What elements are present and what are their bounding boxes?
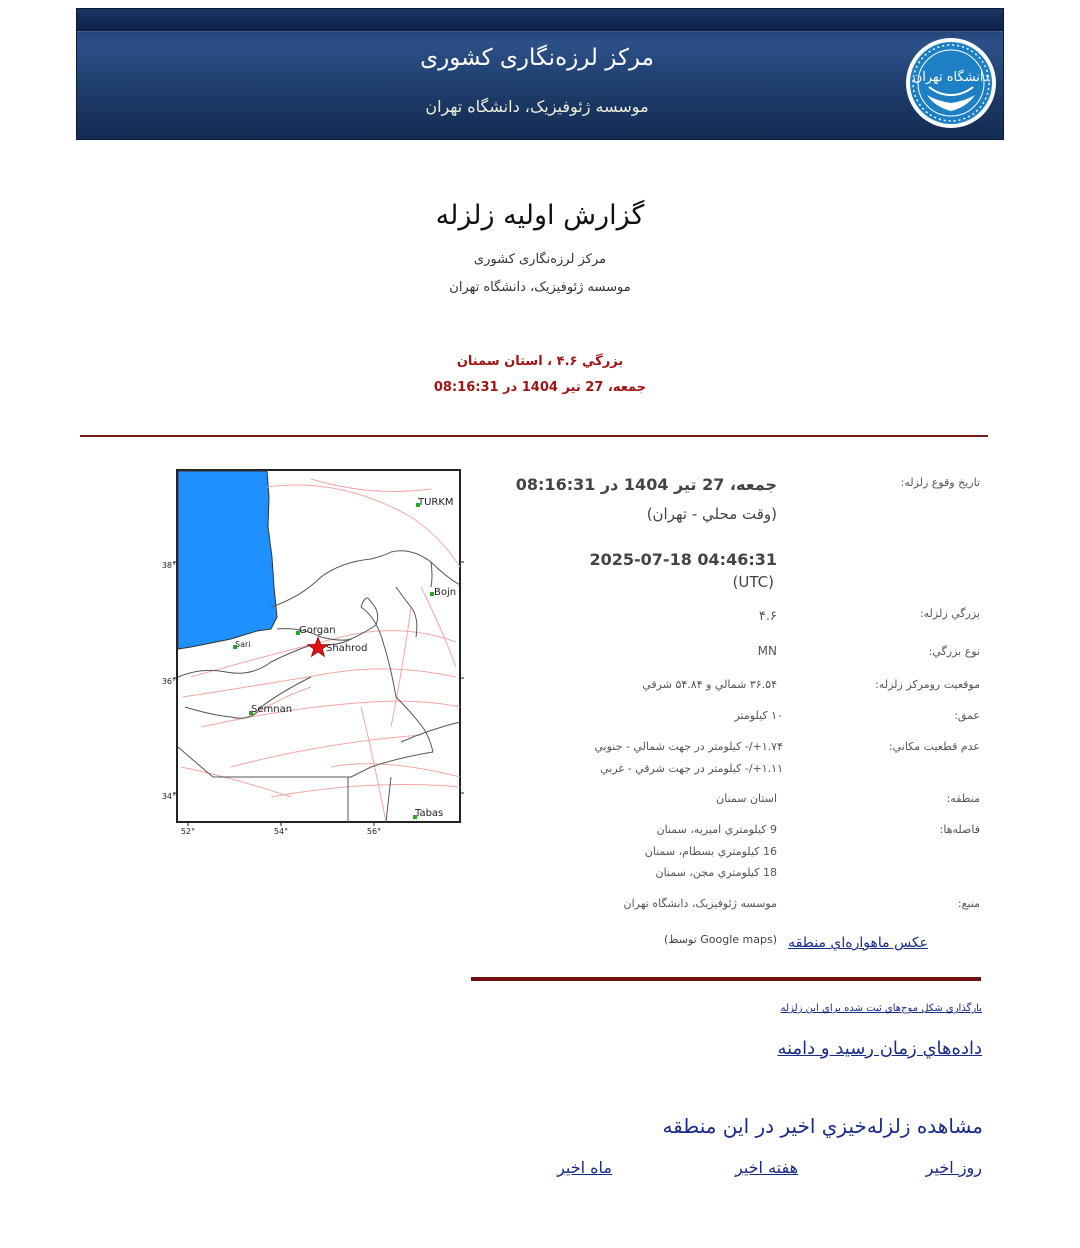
university-logo	[905, 37, 997, 129]
logo-lettering: دانشگاه تهران	[912, 70, 990, 85]
uncertainty-ns-value: ۱.۷۴+/- كيلومتر در جهت شمالي - جنوبي	[594, 740, 783, 753]
satellite-note-text: (توسط Google maps)	[664, 933, 777, 946]
utc-note: (UTC)	[732, 573, 774, 591]
depth-value: ۱۰ كيلومتر	[734, 709, 783, 722]
location-label: موقعيت رومركز زلزله:	[875, 678, 980, 691]
local-time-value: جمعه، 27 تير 1404 در 08:16:31	[515, 475, 777, 494]
lat-label-36: 36°	[161, 677, 176, 686]
city-semnan: Semnan	[251, 704, 293, 715]
caspian-sea	[178, 471, 277, 649]
distances-label: فاصله‌ها:	[939, 823, 980, 836]
recent-week-link[interactable]: هفته اخير	[734, 1158, 798, 1177]
region-value: استان سمنان	[716, 792, 777, 805]
distance-item: 16 كيلومتري بسطام، سمنان	[644, 845, 777, 858]
city-gorgan: Gorgan	[299, 625, 336, 636]
header-top-stripe	[77, 9, 1003, 32]
recent-day-link[interactable]: روز اخير	[925, 1158, 982, 1177]
lat-label-34: 34°	[161, 792, 176, 801]
lon-label-56: 56°	[366, 827, 382, 836]
report-org-line1: مرکز لرزه‌نگاری کشوری	[473, 252, 607, 267]
date-summary: جمعه، 27 تير 1404 در 08:16:31	[433, 380, 647, 395]
report-org-line2: موسسه ژئوفیزیک، دانشگاه تهران	[449, 280, 631, 295]
uncertainty-label: عدم قطعيت مكاني:	[888, 740, 980, 753]
utc-time-value: 2025-07-18 04:46:31	[589, 550, 777, 569]
satellite-note	[600, 933, 777, 946]
depth-label: عمق:	[954, 709, 980, 722]
local-time-note: (وقت محلي - تهران)	[646, 505, 777, 523]
bottom-divider	[471, 977, 981, 981]
magnitude-type-label: نوع بزرگي:	[928, 645, 980, 658]
city-bojn: Bojn	[434, 587, 457, 598]
source-value: موسسه ژئوفيزيک، دانشگاه تهران	[623, 897, 777, 910]
region-label: منطقه:	[946, 792, 980, 805]
site-header	[76, 8, 1004, 140]
distance-item: 9 كيلومتري اميريه، سمنان	[656, 823, 777, 836]
city-shahrod: Shahrod	[326, 643, 368, 654]
arrival-data-link[interactable]: داده‌هاي زمان رسيد و دامنه	[777, 1038, 982, 1059]
waveform-download-link[interactable]: بارگذاري شكل موج‌هاي ثبت شده براي اين زلزله	[780, 1003, 982, 1014]
uncertainty-ew-value: ۱.۱۱+/- كيلومتر در جهت شرقي - غربي	[600, 762, 783, 775]
lon-label-52: 52°	[180, 827, 196, 836]
recent-seismicity-title: مشاهده زلزله‌خيزي اخير در اين منطقه	[662, 1114, 983, 1138]
source-label: منبع:	[957, 897, 980, 910]
location-value: ۳۶.۵۴ شمالي و ۵۴.۸۴ شرقي	[642, 678, 777, 691]
header-title: مرکز لرزه‌نگاری کشوری	[420, 45, 654, 71]
header-subtitle: موسسه ژئوفیزیک، دانشگاه تهران	[425, 97, 649, 116]
recent-month-link[interactable]: ماه اخير	[557, 1158, 612, 1177]
lat-label-38: 38°	[161, 561, 176, 570]
magnitude-label: بزرگي زلزله:	[919, 607, 980, 620]
city-turkm: TURKM	[418, 497, 454, 508]
city-sari: Sari	[235, 640, 251, 649]
magnitude-type-value: MN	[757, 644, 777, 658]
magnitude-value: ۴.۶	[758, 609, 777, 624]
city-tabas: Tabas	[415, 808, 444, 819]
lon-label-54: 54°	[273, 827, 289, 836]
top-divider	[80, 435, 988, 437]
distance-item: 18 كيلومتري مجن، سمنان	[655, 866, 777, 879]
report-title: گزارش اولیه زلزله	[435, 200, 645, 231]
satellite-image-link[interactable]: عكس ماهواره‌اي منطقه	[788, 935, 928, 951]
magnitude-summary: بزرگي ۴.۶ ، استان سمنان	[456, 354, 624, 369]
epicenter-map	[161, 467, 466, 837]
time-label: تاريخ وقوع زلزله:	[900, 476, 980, 489]
